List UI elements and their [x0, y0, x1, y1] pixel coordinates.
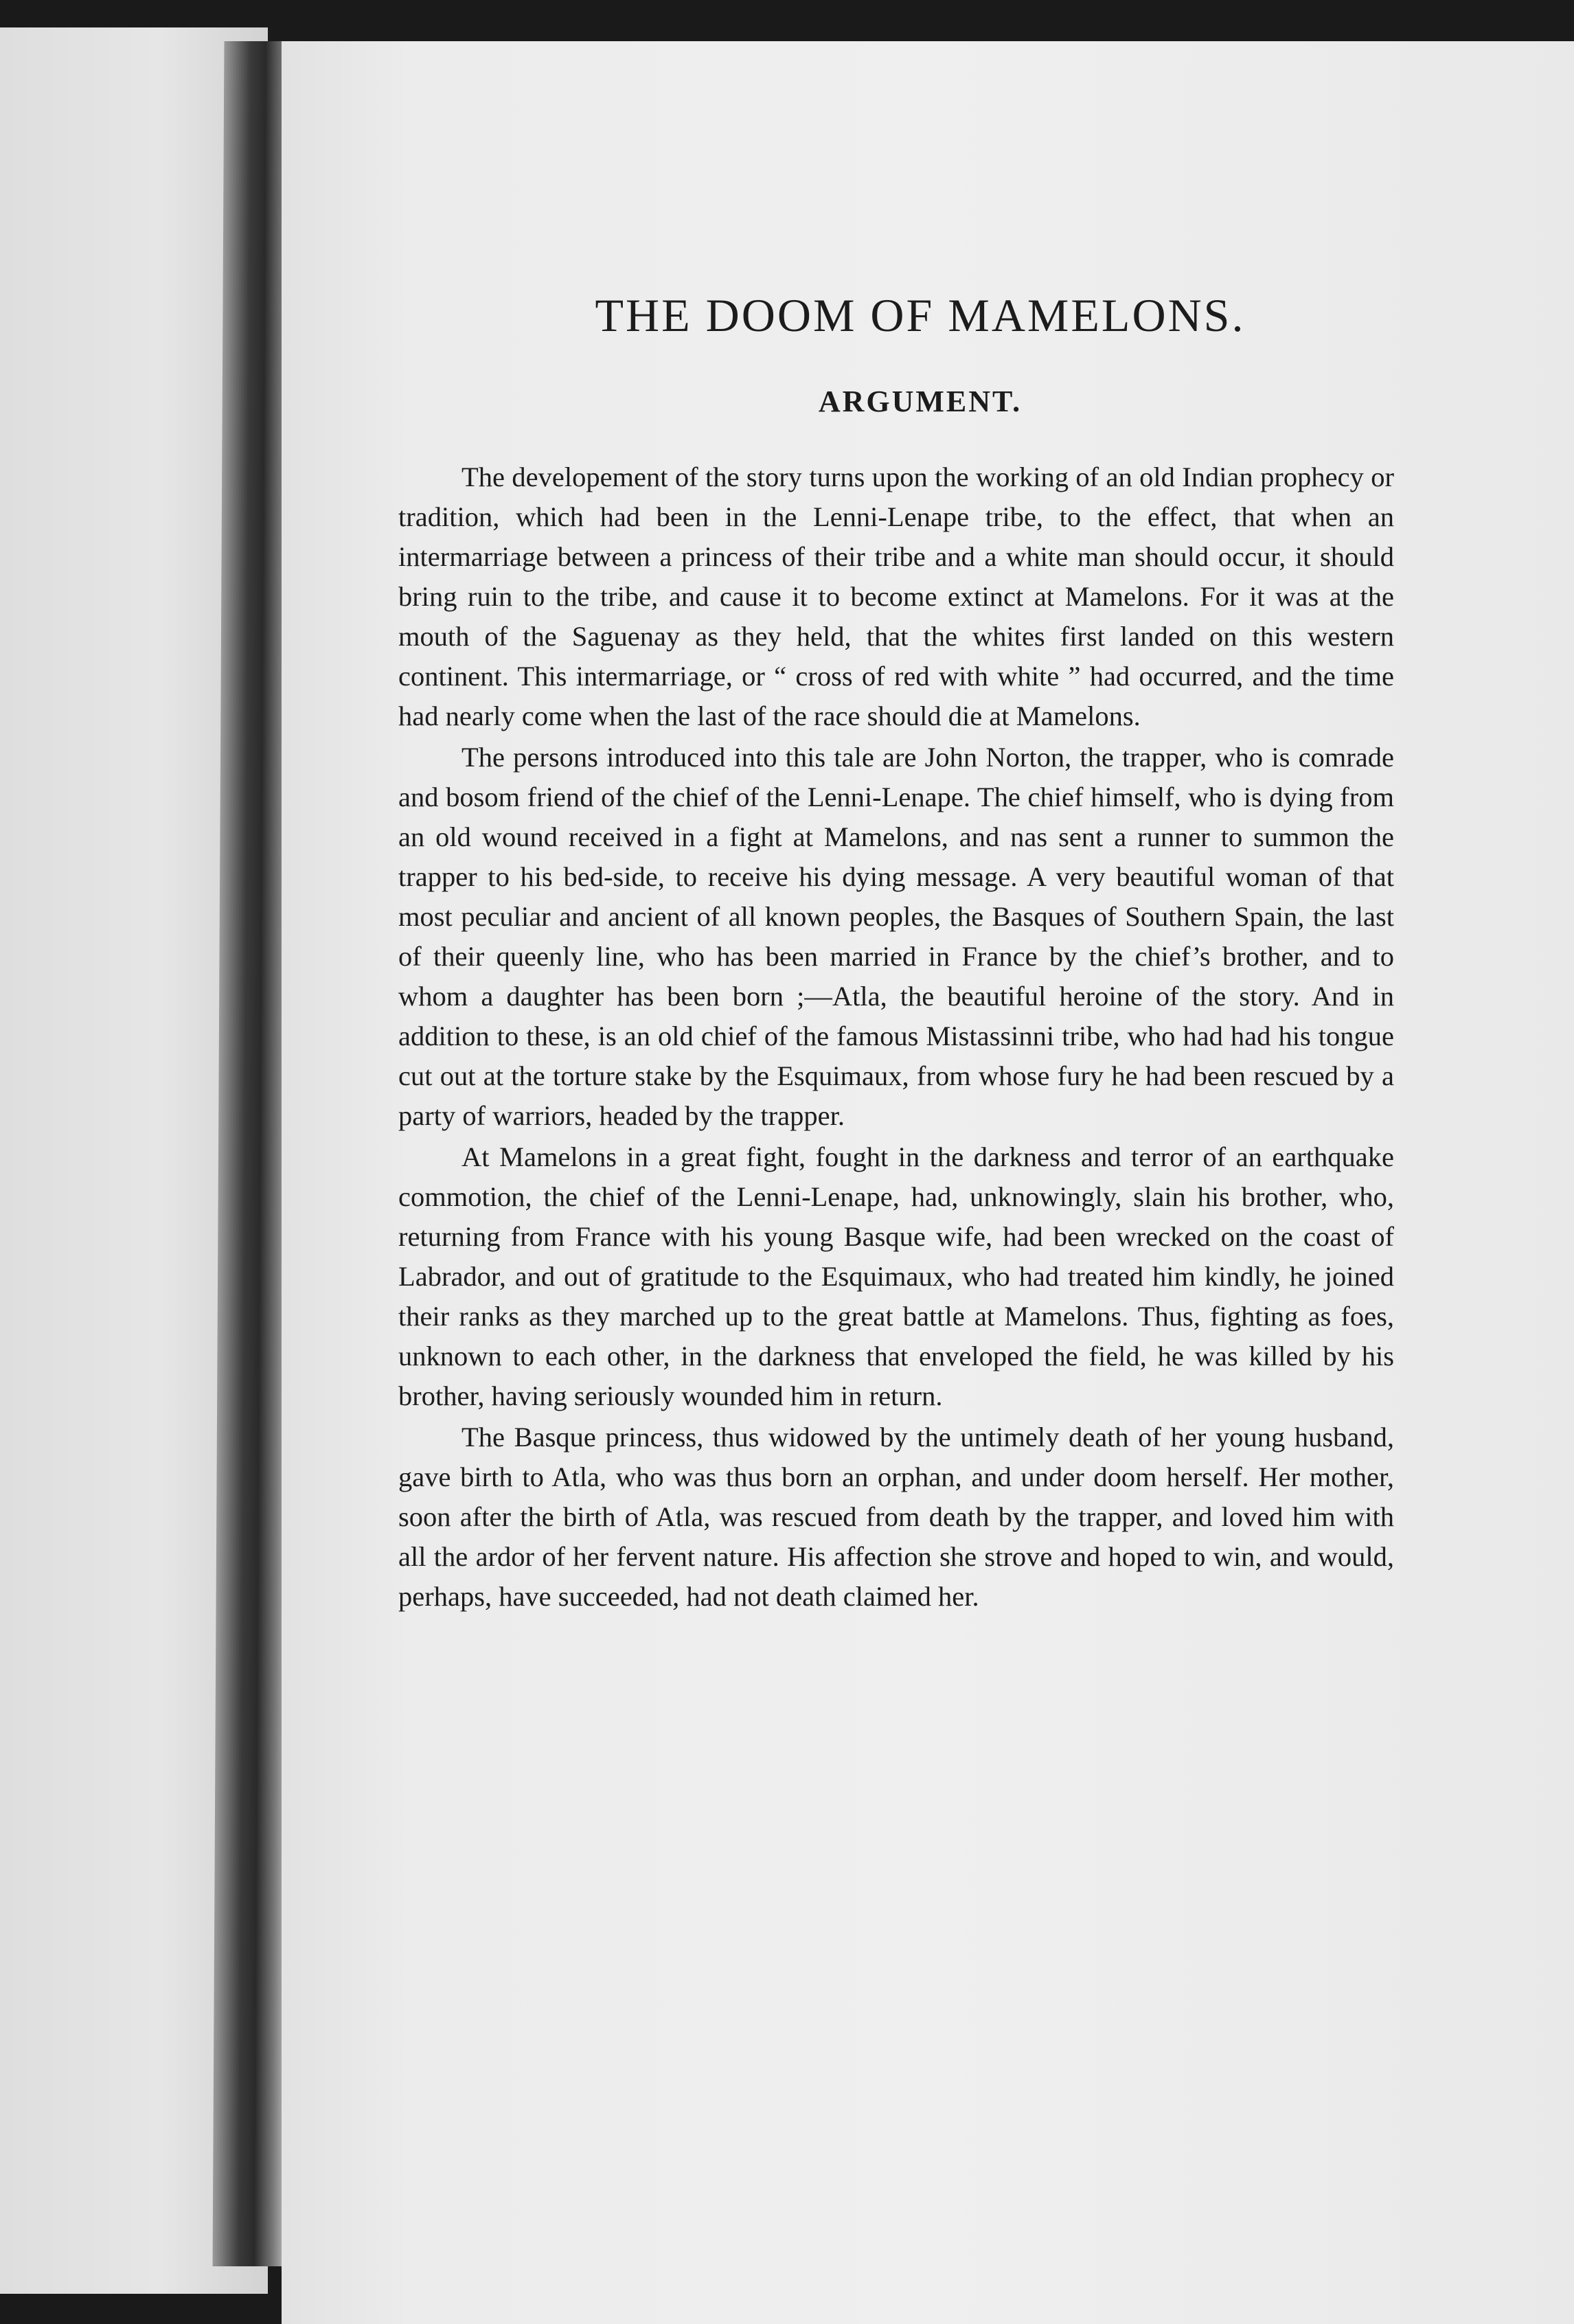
page-text-block	[398, 288, 1394, 1617]
right-page	[282, 41, 1574, 2324]
paragraph-princess: The Basque princess, thus widowed by the untimely death of her young husband, gave birth to Atla, who was thus born an orphan, and under doom herself. Her mother, soon after the birth of Atla, was rescued from death by the trapper, and loved him with all the ardor of her fervent nature. His affection she strove and hoped to win, and would, perhaps, have succeeded, had not death claimed her.	[398, 1422, 1394, 1612]
paragraph-fight: At Mamelons in a great fight, fought in the darkness and terror of an earthquake commotion, the chief of the Lenni-Lenape, had, unknowingly, slain his brother, who, returning from France with his young Basque wife, had been wrecked on the coast of Labrador, and out of gratitude to the Esquimaux, who had treated him kindly, he joined their ranks as they marched up to the great battle at Mamelons. Thus, fighting as foes, unknown to each other, in the darkness that enveloped the field, he was killed by his brother, having seriously wounded him in return.	[398, 1141, 1394, 1411]
page-title: THE DOOM OF MAMELONS.	[595, 289, 1246, 341]
paragraph-persons: The persons introduced into this tale are John Norton, the trapper, who is comrade and bosom friend of the chief of the Lenni-Lenape. The chief himself, who is dying from an old wound received in a fight at Mamelons, and nas sent a runner to summon the trapper to his bed-side, to receive his dying message. A very beautiful woman of that most peculiar and ancient of all known peoples, the Basques of Southern Spain, the last of their queenly line, who has been married in France by the chief’s brother, and to whom a daughter has been born ;—Atla, the beautiful heroine of the story. And in addition to these, is an old chief of the famous Mistassinni tribe, who had had his tongue cut out at the torture stake by the Esquimaux, from whose fury he had been rescued by a party of warriors, headed by the trapper.	[398, 742, 1394, 1131]
section-heading: ARGUMENT.	[818, 385, 1023, 418]
paragraph-prophecy: The developement of the story turns upon the working of an old Indian prophecy or tradition, which had been in the Lenni-Lenape tribe, to the effect, that when an intermarriage between a princess of their tribe and a white man should occur, it should bring ruin to the tribe, and cause it to become extinct at Mamelons. For it was at the mouth of the Saguenay as they held, that the whites first landed on this western continent. This intermarriage, or “ cross of red with white ” had occurred, and the time had nearly come when the last of the race should die at Mamelons.	[398, 462, 1394, 731]
